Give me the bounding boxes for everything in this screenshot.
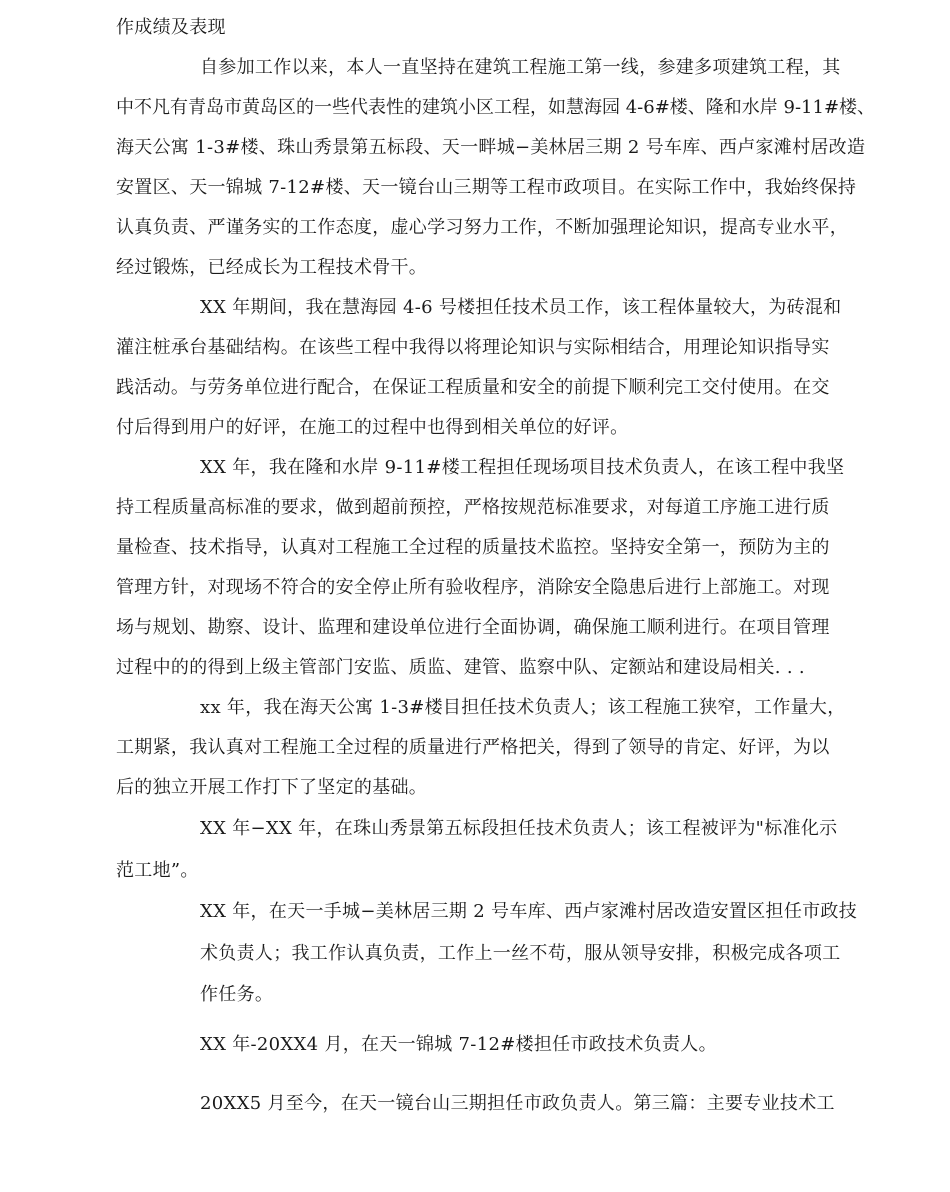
- paragraph-1-line-3: 海天公寓 1-3#楼、珠山秀景第五标段、天一畔城−美林居三期 2 号车库、西卢家滩村居改造: [116, 137, 866, 158]
- paragraph-4-line-3: 后的独立开展工作打下了坚定的基础。: [116, 777, 428, 798]
- paragraph-2-line-3: 践活动。与劳务单位进行配合，在保证工程质量和安全的前提下顺利完工交付使用。在交: [116, 377, 830, 398]
- paragraph-1-line-1: 自参加工作以来，本人一直坚持在建筑工程施工第一线，参建多项建筑工程，其: [200, 57, 841, 78]
- paragraph-3-line-6: 过程中的的得到上级主管部门安监、质监、建管、监察中队、定额站和建设局相关. . .: [116, 657, 805, 678]
- paragraph-3-line-3: 量检查、技术指导，认真对工程施工全过程的质量技术监控。坚持安全第一，预防为主的: [116, 537, 830, 558]
- paragraph-6-line-2: 术负责人；我工作认真负责，工作上一丝不苟，服从领导安排，积极完成各项工: [200, 943, 841, 964]
- paragraph-6-line-3: 作任务。: [200, 984, 274, 1005]
- paragraph-1-line-4: 安置区、天一锦城 7-12#楼、天一镜台山三期等工程市政项目。在实际工作中，我始终保持: [116, 177, 857, 198]
- paragraph-8-line-1: 20XX5 月至今，在天一镜台山三期担任市政负责人。第三篇：主要专业技术工: [200, 1093, 835, 1114]
- paragraph-7-line-1: XX 年-20XX4 月，在天一锦城 7-12#楼担任市政技术负责人。: [200, 1034, 717, 1055]
- paragraph-1-line-2: 中不凡有青岛市黄岛区的一些代表性的建筑小区工程，如慧海园 4-6#楼、隆和水岸 9-11#楼、: [116, 97, 876, 118]
- paragraph-5-line-2: 范工地”。: [116, 860, 199, 881]
- paragraph-1-line-5: 认真负责、严谨务实的工作态度，虚心学习努力工作，不断加强理论知识，提高专业水平，: [116, 217, 848, 238]
- paragraph-3-line-4: 管理方针，对现场不符合的安全停止所有验收程序，消除安全隐患后进行上部施工。对现: [116, 577, 830, 598]
- paragraph-2-line-4: 付后得到用户的好评，在施工的过程中也得到相关单位的好评。: [116, 417, 629, 438]
- paragraph-2-line-1: XX 年期间，我在慧海园 4-6 号楼担任技术员工作，该工程体量较大，为砖混和: [200, 297, 842, 318]
- paragraph-4-line-2: 工期紧，我认真对工程施工全过程的质量进行严格把关，得到了领导的肯定、好评，为以: [116, 737, 830, 758]
- paragraph-3-line-1: XX 年，我在隆和水岸 9-11#楼工程担任现场项目技术负责人，在该工程中我坚: [200, 457, 845, 478]
- paragraph-2-line-2: 灌注桩承台基础结构。在该些工程中我得以将理论知识与实际相结合，用理论知识指导实: [116, 337, 830, 358]
- heading-fragment: 作成绩及表现: [116, 17, 226, 38]
- paragraph-3-line-2: 持工程质量高标准的要求，做到超前预控，严格按规范标准要求，对每道工序施工进行质: [116, 497, 830, 518]
- paragraph-6-line-1: XX 年，在天一手城−美林居三期 2 号车库、西卢家滩村居改造安置区担任市政技: [200, 901, 858, 922]
- paragraph-4-line-1: xx 年，我在海天公寓 1-3#楼目担任技术负责人；该工程施工狭窄，工作量大，: [200, 697, 846, 718]
- paragraph-1-line-6: 经过锻炼，已经成长为工程技术骨干。: [116, 257, 428, 278]
- paragraph-3-line-5: 场与规划、勘察、设计、监理和建设单位进行全面协调，确保施工顺利进行。在项目管理: [116, 617, 830, 638]
- paragraph-5-line-1: XX 年−XX 年，在珠山秀景第五标段担任技术负责人；该工程被评为"标准化示: [200, 818, 838, 839]
